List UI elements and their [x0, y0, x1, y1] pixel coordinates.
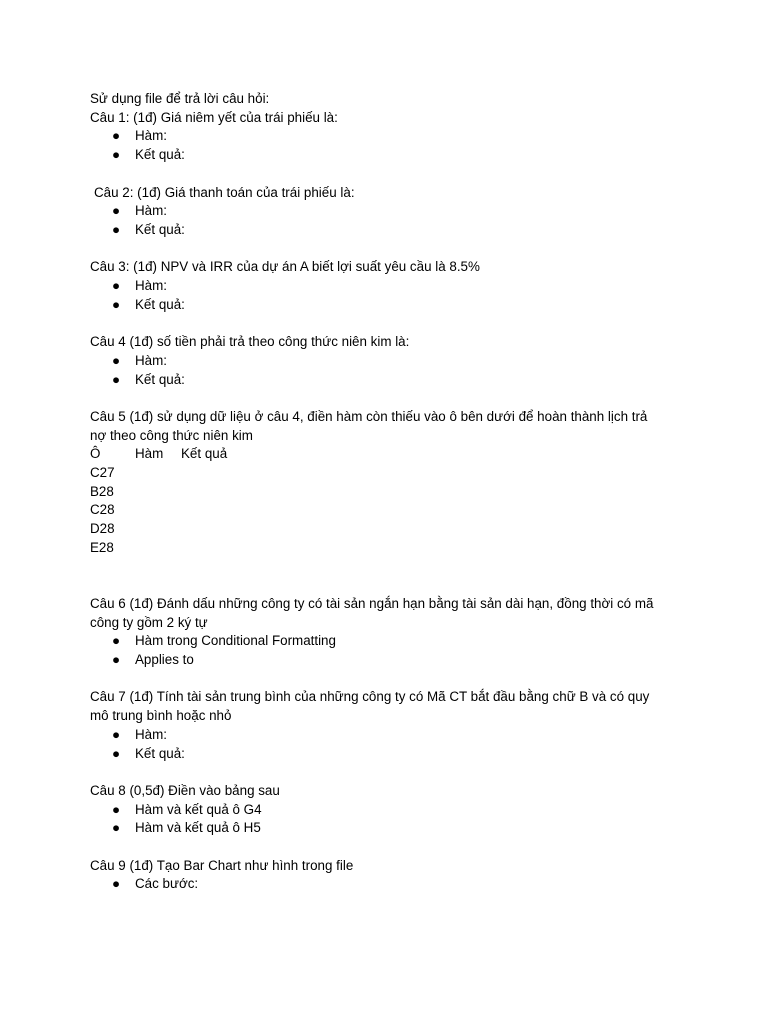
list-item [90, 875, 680, 894]
question-7-title-line-2: mô trung bình hoặc nhỏ [90, 708, 232, 724]
list-item [90, 801, 680, 820]
list-item [90, 819, 680, 838]
question-7-list [90, 726, 680, 763]
list-item-text: Kết quả: [135, 147, 185, 163]
list-item-text: Hàm: [135, 726, 167, 742]
spacer [90, 389, 680, 408]
list-item [90, 371, 680, 390]
cell-ref: D28 [90, 521, 115, 537]
list-item-text: Kết quả: [135, 371, 185, 387]
question-5-title-line-1: Câu 5 (1đ) sử dụng dữ liệu ở câu 4, điền hàm còn thiếu vào ô bên dưới để hoàn thành lịch trả [90, 408, 648, 424]
document-page [90, 90, 680, 894]
cell-ref: C28 [90, 502, 115, 518]
bullet-icon: ● [112, 147, 121, 163]
bullet-icon: ● [112, 801, 121, 817]
list-item [90, 726, 680, 745]
question-1-list [90, 127, 680, 164]
cell-ref: B28 [90, 483, 114, 499]
bullet-icon: ● [112, 633, 121, 649]
question-2-title: Câu 2: (1đ) Giá thanh toán của trái phiếu là: [94, 184, 355, 200]
spacer [90, 763, 680, 782]
bullet-icon: ● [112, 221, 121, 237]
bullet-icon: ● [112, 726, 121, 742]
list-item-text: Hàm và kết quả ô H5 [135, 820, 261, 836]
list-item [90, 127, 680, 146]
list-item [90, 296, 680, 315]
intro-line: Sử dụng file để trả lời câu hỏi: [90, 91, 270, 106]
list-item-text: Applies to [135, 652, 194, 667]
bullet-icon: ● [112, 652, 121, 667]
question-9-title: Câu 9 (1đ) Tạo Bar Chart như hình trong file [90, 857, 354, 873]
spacer [90, 838, 680, 857]
bullet-icon: ● [112, 296, 121, 312]
spacer [90, 240, 680, 259]
list-item [90, 277, 680, 296]
cell-ref: C27 [90, 465, 115, 480]
bullet-icon: ● [112, 745, 121, 761]
list-item [90, 651, 680, 670]
question-8-list [90, 801, 680, 838]
question-7-title-line-1: Câu 7 (1đ) Tính tài sản trung bình của những công ty có Mã CT bắt đầu bằng chữ B và có quy [90, 689, 650, 705]
question-6-list [90, 632, 680, 669]
column-header-cell: Ô [90, 446, 101, 462]
list-item-text: Hàm: [135, 203, 167, 219]
bullet-icon: ● [112, 371, 121, 387]
bullet-icon: ● [112, 876, 121, 892]
list-item-text: Hàm và kết quả ô G4 [135, 801, 262, 817]
list-item [90, 221, 680, 240]
list-item [90, 352, 680, 371]
question-1-title: Câu 1: (1đ) Giá niêm yết của trái phiếu là: [90, 109, 338, 125]
question-5-title-line-2: nợ theo công thức niên kim [90, 427, 253, 443]
question-3-title: Câu 3: (1đ) NPV và IRR của dự án A biết lợi suất yêu cầu là 8.5% [90, 259, 480, 275]
bullet-icon: ● [112, 128, 121, 144]
cell-ref: E28 [90, 539, 114, 555]
bullet-icon: ● [112, 203, 121, 219]
spacer [90, 576, 680, 595]
list-item-text: Hàm: [135, 278, 167, 293]
list-item-text: Kết quả: [135, 745, 185, 761]
list-item-text: Các bước: [135, 876, 199, 892]
list-item-text: Hàm: [135, 352, 167, 368]
question-6-title-line-1: Câu 6 (1đ) Đánh dấu những công ty có tài sản ngắn hạn bằng tài sản dài hạn, đồng thời có mã [90, 595, 654, 611]
question-4-list [90, 352, 680, 389]
list-item [90, 146, 680, 165]
list-item [90, 632, 680, 651]
question-3-list [90, 277, 680, 314]
column-header-result: Kết quả [181, 446, 228, 462]
spacer [90, 165, 680, 184]
spacer [90, 314, 680, 333]
list-item-text: Kết quả: [135, 221, 185, 237]
question-6-title-line-2: công ty gồm 2 ký tự [90, 614, 208, 630]
list-item-text: Hàm: [135, 128, 167, 144]
spacer [90, 670, 680, 689]
question-4-title: Câu 4 (1đ) số tiền phải trả theo công thức niên kim là: [90, 334, 410, 350]
question-2-list [90, 202, 680, 239]
spacer [90, 558, 680, 577]
column-header-function: Hàm [135, 446, 164, 462]
question-9-list [90, 875, 680, 894]
list-item-text: Hàm trong Conditional Formatting [135, 633, 336, 649]
question-8-title: Câu 8 (0,5đ) Điền vào bảng sau [90, 782, 280, 798]
bullet-icon: ● [112, 352, 121, 368]
list-item [90, 745, 680, 764]
question-5-column-headers [90, 445, 680, 464]
list-item [90, 202, 680, 221]
bullet-icon: ● [112, 820, 121, 836]
bullet-icon: ● [112, 278, 121, 293]
list-item-text: Kết quả: [135, 296, 185, 312]
